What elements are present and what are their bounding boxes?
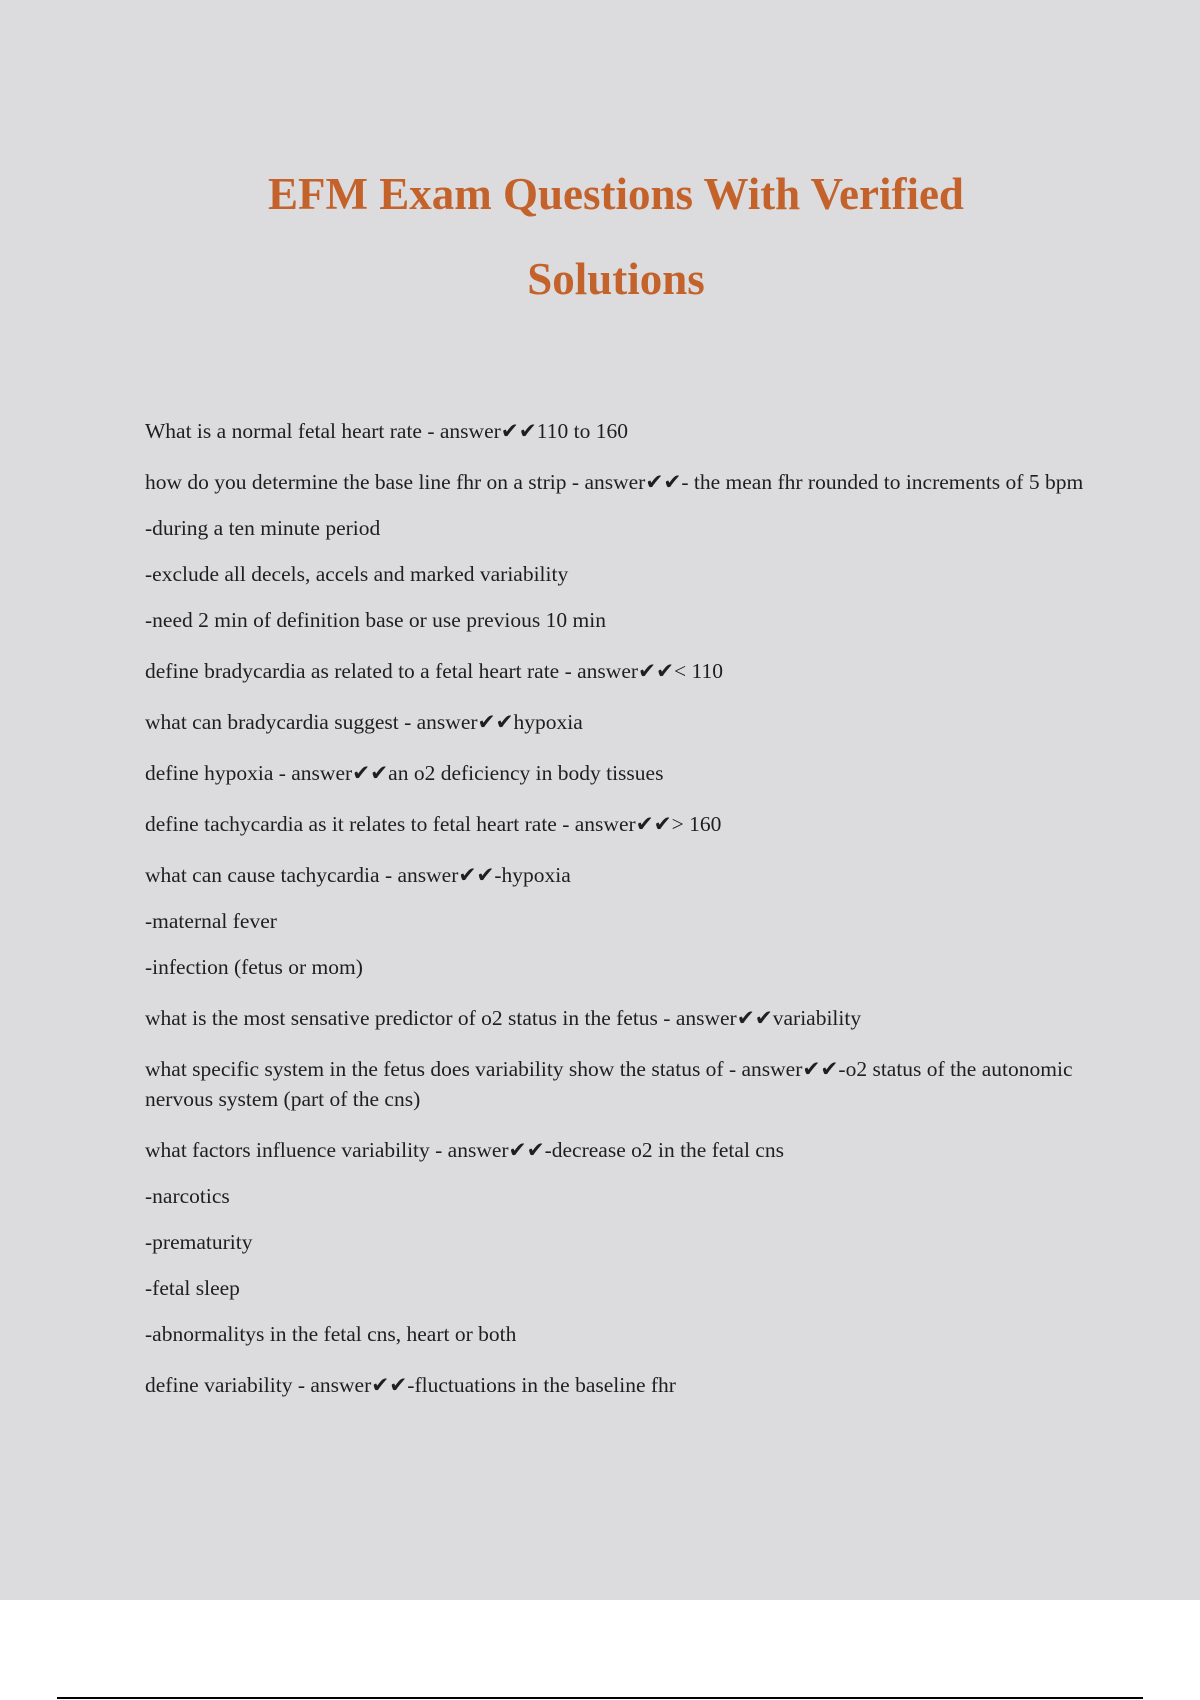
qa-line: -need 2 min of definition base or use previous 10 min <box>145 608 606 632</box>
qa-line: what can cause tachycardia - answer✔✔-hypoxia <box>145 863 571 887</box>
qa-line: what is the most sensative predictor of o2 status in the fetus - answer✔✔variability <box>145 1006 862 1030</box>
qa-line: What is a normal fetal heart rate - answer✔✔110 to 160 <box>145 419 628 443</box>
qa-line: -abnormalitys in the fetal cns, heart or both <box>145 1322 517 1346</box>
qa-line: -maternal fever <box>145 909 277 933</box>
qa-line: define bradycardia as related to a fetal heart rate - answer✔✔< 110 <box>145 659 724 683</box>
qa-line: -infection (fetus or mom) <box>145 955 363 979</box>
qa-line: -exclude all decels, accels and marked variability <box>145 562 569 586</box>
qa-line: define tachycardia as it relates to fetal heart rate - answer✔✔> 160 <box>145 812 722 836</box>
qa-line: define variability - answer✔✔-fluctuations in the baseline fhr <box>145 1373 676 1397</box>
document-title-line-1: EFM Exam Questions With Verified <box>268 169 964 219</box>
document-title-line-2: Solutions <box>527 254 705 304</box>
qa-line: what factors influence variability - answer✔✔-decrease o2 in the fetal cns <box>145 1138 784 1162</box>
qa-line: -fetal sleep <box>145 1276 240 1300</box>
qa-line: how do you determine the base line fhr on a strip - answer✔✔- the mean fhr rounded to increments of 5 bpm <box>145 470 1084 494</box>
footer-divider <box>57 1697 1143 1699</box>
qa-line: -narcotics <box>145 1184 230 1208</box>
qa-line: -during a ten minute period <box>145 516 381 540</box>
qa-line: define hypoxia - answer✔✔an o2 deficiency in body tissues <box>145 761 664 785</box>
qa-line: what can bradycardia suggest - answer✔✔hypoxia <box>145 710 583 734</box>
qa-line: -prematurity <box>145 1230 253 1254</box>
qa-list <box>145 416 1085 1400</box>
qa-line: what specific system in the fetus does variability show the status of - answer✔✔-o2 status of the autonomic nervous system (part of the cns) <box>145 1057 1073 1111</box>
